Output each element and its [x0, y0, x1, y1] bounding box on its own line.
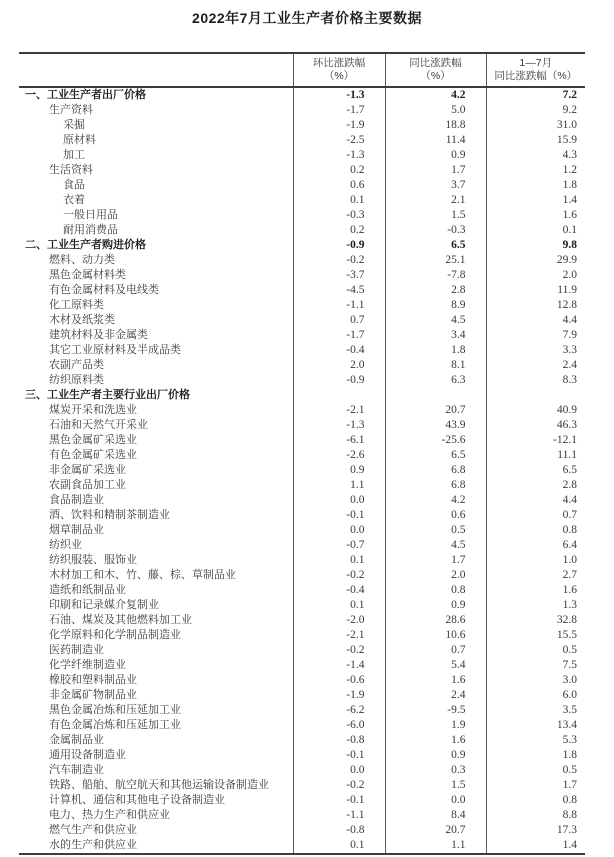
row-label: 木材加工和木、竹、藤、棕、草制品业	[49, 569, 236, 581]
cell-ytd-change: 1.3	[486, 598, 585, 613]
row-label: 医药制造业	[49, 644, 104, 656]
cell-ytd-change: 6.0	[486, 688, 585, 703]
row-label: 耐用消费品	[63, 224, 118, 236]
cell-yoy-change: 2.0	[385, 568, 486, 583]
cell-ytd-change: 15.9	[486, 133, 585, 148]
cell-yoy-change: 5.0	[385, 103, 486, 118]
cell-mom-change: 0.7	[293, 313, 385, 328]
table-row	[19, 538, 585, 553]
cell-ytd-change: 3.3	[486, 343, 585, 358]
cell-ytd-change: 6.5	[486, 463, 585, 478]
cell-mom-change: -1.7	[293, 103, 385, 118]
cell-yoy-change: 1.6	[385, 673, 486, 688]
row-label: 一、工业生产者出厂价格	[25, 89, 146, 101]
table-row	[19, 688, 585, 703]
cell-mom-change: -0.1	[293, 508, 385, 523]
table-row	[19, 583, 585, 598]
cell-ytd-change: 5.3	[486, 733, 585, 748]
row-label: 有色金属矿采选业	[49, 449, 137, 461]
table-row	[19, 748, 585, 763]
table-row	[19, 628, 585, 643]
cell-mom-change: -0.7	[293, 538, 385, 553]
row-label: 食品制造业	[49, 494, 104, 506]
table-row	[19, 133, 585, 148]
row-label: 电力、热力生产和供应业	[49, 809, 170, 821]
row-label: 食品	[63, 179, 85, 191]
cell-yoy-change: 20.7	[385, 403, 486, 418]
cell-yoy-change: 0.5	[385, 523, 486, 538]
table-row	[19, 373, 585, 388]
cell-ytd-change: 6.4	[486, 538, 585, 553]
table-row	[19, 493, 585, 508]
cell-yoy-change: -0.3	[385, 223, 486, 238]
cell-yoy-change: 0.9	[385, 748, 486, 763]
page-title: 2022年7月工业生产者价格主要数据	[192, 10, 422, 26]
cell-yoy-change: 6.8	[385, 478, 486, 493]
table-row	[19, 193, 585, 208]
cell-ytd-change: 12.8	[486, 298, 585, 313]
cell-mom-change: -6.0	[293, 718, 385, 733]
cell-yoy-change: 1.8	[385, 343, 486, 358]
cell-yoy-change: 1.1	[385, 838, 486, 854]
row-label: 纺织原料类	[49, 374, 104, 386]
table-row	[19, 118, 585, 133]
cell-ytd-change: 1.6	[486, 583, 585, 598]
row-label: 其它工业原材料及半成品类	[49, 344, 181, 356]
row-label: 铁路、船舶、航空航天和其他运输设备制造业	[49, 779, 269, 791]
cell-ytd-change: 11.1	[486, 448, 585, 463]
cell-yoy-change: 10.6	[385, 628, 486, 643]
row-label: 化学纤维制造业	[49, 659, 126, 671]
row-label: 通用设备制造业	[49, 749, 126, 761]
table-row	[19, 403, 585, 418]
cell-mom-change: -0.6	[293, 673, 385, 688]
cell-mom-change: -0.4	[293, 343, 385, 358]
cell-mom-change: -0.2	[293, 643, 385, 658]
cell-yoy-change: 2.1	[385, 193, 486, 208]
row-label: 石油、煤炭及其他燃料加工业	[49, 614, 192, 626]
cell-yoy-change: 3.4	[385, 328, 486, 343]
cell-ytd-change: -12.1	[486, 433, 585, 448]
cell-mom-change: -1.9	[293, 118, 385, 133]
row-label: 建筑材料及非金属类	[49, 329, 148, 341]
table-body	[19, 87, 585, 854]
cell-yoy-change: 4.5	[385, 538, 486, 553]
cell-mom-change: -0.2	[293, 253, 385, 268]
cell-yoy-change: 5.4	[385, 658, 486, 673]
cell-yoy-change: 0.6	[385, 508, 486, 523]
col-header-mom-line2: （%）	[323, 70, 355, 82]
cell-yoy-change: 1.7	[385, 163, 486, 178]
table-row	[19, 733, 585, 748]
cell-yoy-change: 3.7	[385, 178, 486, 193]
table-row	[19, 808, 585, 823]
cell-yoy-change: 0.7	[385, 643, 486, 658]
row-label: 石油和天然气开采业	[49, 419, 148, 431]
row-label: 衣着	[63, 194, 85, 206]
table-row	[19, 208, 585, 223]
cell-yoy-change: 0.0	[385, 793, 486, 808]
cell-mom-change: -2.6	[293, 448, 385, 463]
cell-yoy-change: 18.8	[385, 118, 486, 133]
cell-ytd-change: 11.9	[486, 283, 585, 298]
table-row	[19, 763, 585, 778]
cell-ytd-change: 2.8	[486, 478, 585, 493]
cell-ytd-change: 1.7	[486, 778, 585, 793]
row-label: 生活资料	[49, 164, 93, 176]
row-label: 水的生产和供应业	[49, 839, 137, 851]
col-header-ytd-line1: 1—7月	[519, 57, 553, 69]
cell-mom-change: -0.1	[293, 748, 385, 763]
table-row	[19, 388, 585, 403]
row-label: 橡胶和塑料制品业	[49, 674, 137, 686]
col-header-mom	[293, 53, 385, 87]
table-row	[19, 433, 585, 448]
cell-mom-change: -1.9	[293, 688, 385, 703]
cell-mom-change: -2.0	[293, 613, 385, 628]
table-row	[19, 163, 585, 178]
row-label: 农副产品类	[49, 359, 104, 371]
cell-mom-change: -2.1	[293, 403, 385, 418]
row-label: 三、工业生产者主要行业出厂价格	[25, 389, 190, 401]
table-row	[19, 343, 585, 358]
cell-yoy-change: 4.2	[385, 493, 486, 508]
table-row	[19, 268, 585, 283]
cell-ytd-change: 2.7	[486, 568, 585, 583]
cell-yoy-change: 6.5	[385, 238, 486, 253]
col-header-category	[19, 53, 293, 87]
table-row	[19, 568, 585, 583]
cell-ytd-change	[486, 388, 585, 403]
cell-ytd-change: 8.3	[486, 373, 585, 388]
row-label: 黑色金属冶炼和压延加工业	[49, 704, 181, 716]
cell-mom-change: -1.3	[293, 418, 385, 433]
cell-yoy-change: 1.5	[385, 778, 486, 793]
row-label: 一般日用品	[63, 209, 118, 221]
cell-ytd-change: 1.4	[486, 838, 585, 854]
table-row	[19, 553, 585, 568]
cell-yoy-change: 0.3	[385, 763, 486, 778]
cell-mom-change: -0.4	[293, 583, 385, 598]
row-label: 农副食品加工业	[49, 479, 126, 491]
cell-mom-change: 0.1	[293, 553, 385, 568]
cell-mom-change: -6.2	[293, 703, 385, 718]
table-row	[19, 838, 585, 854]
cell-ytd-change: 31.0	[486, 118, 585, 133]
table-row	[19, 178, 585, 193]
cell-mom-change: -1.7	[293, 328, 385, 343]
cell-ytd-change: 13.4	[486, 718, 585, 733]
cell-ytd-change: 1.0	[486, 553, 585, 568]
row-label: 化工原料类	[49, 299, 104, 311]
table-row	[19, 87, 585, 103]
cell-ytd-change: 4.4	[486, 493, 585, 508]
cell-ytd-change: 2.4	[486, 358, 585, 373]
cell-mom-change: -6.1	[293, 433, 385, 448]
row-label: 煤炭开采和洗选业	[49, 404, 137, 416]
row-label: 纺织服装、服饰业	[49, 554, 137, 566]
cell-mom-change: 0.2	[293, 223, 385, 238]
price-data-table	[19, 52, 585, 855]
col-header-yoy-line2: （%）	[420, 70, 451, 82]
cell-mom-change: 0.1	[293, 838, 385, 854]
cell-ytd-change: 3.5	[486, 703, 585, 718]
cell-ytd-change: 4.4	[486, 313, 585, 328]
table-row	[19, 478, 585, 493]
cell-mom-change: -0.2	[293, 778, 385, 793]
cell-mom-change: 2.0	[293, 358, 385, 373]
row-label: 印刷和记录媒介复制业	[49, 599, 159, 611]
cell-yoy-change: -25.6	[385, 433, 486, 448]
row-label: 有色金属冶炼和压延加工业	[49, 719, 181, 731]
table-header-row	[19, 53, 585, 87]
row-label: 酒、饮料和精制茶制造业	[49, 509, 170, 521]
row-label: 纺织业	[49, 539, 82, 551]
table-row	[19, 718, 585, 733]
cell-yoy-change: 25.1	[385, 253, 486, 268]
cell-mom-change: -0.9	[293, 238, 385, 253]
cell-mom-change: 0.0	[293, 763, 385, 778]
table-row	[19, 238, 585, 253]
cell-mom-change: 0.1	[293, 598, 385, 613]
table-row	[19, 793, 585, 808]
row-label: 木材及纸浆类	[49, 314, 115, 326]
cell-yoy-change: 6.5	[385, 448, 486, 463]
cell-ytd-change: 40.9	[486, 403, 585, 418]
cell-yoy-change: 1.5	[385, 208, 486, 223]
cell-yoy-change: 8.9	[385, 298, 486, 313]
cell-mom-change: -1.3	[293, 87, 385, 103]
cell-ytd-change: 46.3	[486, 418, 585, 433]
table-row	[19, 778, 585, 793]
cell-mom-change: -0.8	[293, 823, 385, 838]
table-row	[19, 658, 585, 673]
cell-yoy-change: 4.5	[385, 313, 486, 328]
cell-yoy-change: 1.9	[385, 718, 486, 733]
col-header-mom-line1: 环比涨跌幅	[312, 57, 366, 69]
cell-yoy-change: 0.9	[385, 598, 486, 613]
cell-ytd-change: 1.4	[486, 193, 585, 208]
table-row	[19, 703, 585, 718]
table-row	[19, 613, 585, 628]
table-row	[19, 223, 585, 238]
table-row	[19, 463, 585, 478]
row-label: 加工	[63, 149, 85, 161]
table-row	[19, 313, 585, 328]
cell-ytd-change: 1.8	[486, 748, 585, 763]
cell-mom-change: -1.1	[293, 298, 385, 313]
cell-mom-change: 0.6	[293, 178, 385, 193]
cell-ytd-change: 7.9	[486, 328, 585, 343]
cell-ytd-change: 17.3	[486, 823, 585, 838]
row-label: 燃料、动力类	[49, 254, 115, 266]
cell-ytd-change: 3.0	[486, 673, 585, 688]
table-row	[19, 673, 585, 688]
cell-ytd-change: 0.8	[486, 523, 585, 538]
cell-yoy-change: 2.8	[385, 283, 486, 298]
cell-yoy-change: 43.9	[385, 418, 486, 433]
cell-ytd-change: 0.7	[486, 508, 585, 523]
cell-yoy-change: 0.8	[385, 583, 486, 598]
cell-yoy-change: 6.8	[385, 463, 486, 478]
row-label: 造纸和纸制品业	[49, 584, 126, 596]
cell-yoy-change: 6.3	[385, 373, 486, 388]
cell-yoy-change: 20.7	[385, 823, 486, 838]
cell-mom-change: -1.4	[293, 658, 385, 673]
cell-mom-change: -4.5	[293, 283, 385, 298]
cell-mom-change: -0.3	[293, 208, 385, 223]
table-row	[19, 328, 585, 343]
col-header-yoy	[385, 53, 486, 87]
row-label: 生产资料	[49, 104, 93, 116]
col-header-ytd	[486, 53, 585, 87]
cell-mom-change: -0.8	[293, 733, 385, 748]
cell-mom-change: -0.1	[293, 793, 385, 808]
cell-mom-change: 0.0	[293, 523, 385, 538]
table-row	[19, 253, 585, 268]
cell-mom-change: -2.1	[293, 628, 385, 643]
cell-mom-change: -3.7	[293, 268, 385, 283]
cell-ytd-change: 1.2	[486, 163, 585, 178]
row-label: 汽车制造业	[49, 764, 104, 776]
cell-mom-change: 0.9	[293, 463, 385, 478]
cell-ytd-change: 9.8	[486, 238, 585, 253]
cell-mom-change: 0.2	[293, 163, 385, 178]
cell-mom-change: 0.0	[293, 493, 385, 508]
cell-ytd-change: 15.5	[486, 628, 585, 643]
cell-mom-change: -0.9	[293, 373, 385, 388]
table-row	[19, 523, 585, 538]
cell-ytd-change: 2.0	[486, 268, 585, 283]
cell-ytd-change: 4.3	[486, 148, 585, 163]
cell-ytd-change: 1.6	[486, 208, 585, 223]
row-label: 计算机、通信和其他电子设备制造业	[49, 794, 225, 806]
table-row	[19, 298, 585, 313]
col-header-yoy-line1: 同比涨跌幅	[409, 57, 462, 69]
row-label: 黑色金属材料类	[49, 269, 126, 281]
cell-yoy-change: 8.1	[385, 358, 486, 373]
row-label: 金属制品业	[49, 734, 104, 746]
cell-ytd-change: 0.5	[486, 643, 585, 658]
table-row	[19, 643, 585, 658]
row-label: 非金属矿采选业	[49, 464, 126, 476]
cell-yoy-change: 0.9	[385, 148, 486, 163]
cell-mom-change: -0.2	[293, 568, 385, 583]
table-row	[19, 103, 585, 118]
cell-ytd-change: 0.8	[486, 793, 585, 808]
row-label: 有色金属材料及电线类	[49, 284, 159, 296]
cell-mom-change	[293, 388, 385, 403]
cell-yoy-change: 28.6	[385, 613, 486, 628]
cell-yoy-change	[385, 388, 486, 403]
cell-yoy-change: -9.5	[385, 703, 486, 718]
cell-ytd-change: 8.8	[486, 808, 585, 823]
cell-mom-change: 1.1	[293, 478, 385, 493]
cell-ytd-change: 29.9	[486, 253, 585, 268]
row-label: 二、工业生产者购进价格	[25, 239, 146, 251]
cell-mom-change: 0.1	[293, 193, 385, 208]
cell-mom-change: -1.1	[293, 808, 385, 823]
row-label: 燃气生产和供应业	[49, 824, 137, 836]
cell-yoy-change: 8.4	[385, 808, 486, 823]
row-label: 非金属矿物制品业	[49, 689, 137, 701]
cell-ytd-change: 7.2	[486, 87, 585, 103]
cell-mom-change: -2.5	[293, 133, 385, 148]
cell-yoy-change: 1.7	[385, 553, 486, 568]
cell-mom-change: -1.3	[293, 148, 385, 163]
row-label: 烟草制品业	[49, 524, 104, 536]
table-row	[19, 148, 585, 163]
cell-yoy-change: 1.6	[385, 733, 486, 748]
cell-yoy-change: -7.8	[385, 268, 486, 283]
table-row	[19, 598, 585, 613]
row-label: 化学原料和化学制品制造业	[49, 629, 181, 641]
table-row	[19, 418, 585, 433]
cell-ytd-change: 32.8	[486, 613, 585, 628]
cell-yoy-change: 2.4	[385, 688, 486, 703]
row-label: 原材料	[63, 134, 96, 146]
cell-ytd-change: 0.5	[486, 763, 585, 778]
table-row	[19, 823, 585, 838]
table-row	[19, 448, 585, 463]
cell-ytd-change: 1.8	[486, 178, 585, 193]
col-header-ytd-line2: 同比涨跌幅（%）	[494, 70, 578, 82]
cell-ytd-change: 0.1	[486, 223, 585, 238]
row-label: 采掘	[63, 119, 85, 131]
row-label: 黑色金属矿采选业	[49, 434, 137, 446]
cell-yoy-change: 11.4	[385, 133, 486, 148]
table-row	[19, 358, 585, 373]
table-row	[19, 508, 585, 523]
cell-yoy-change: 4.2	[385, 87, 486, 103]
cell-ytd-change: 9.2	[486, 103, 585, 118]
cell-ytd-change: 7.5	[486, 658, 585, 673]
table-row	[19, 283, 585, 298]
